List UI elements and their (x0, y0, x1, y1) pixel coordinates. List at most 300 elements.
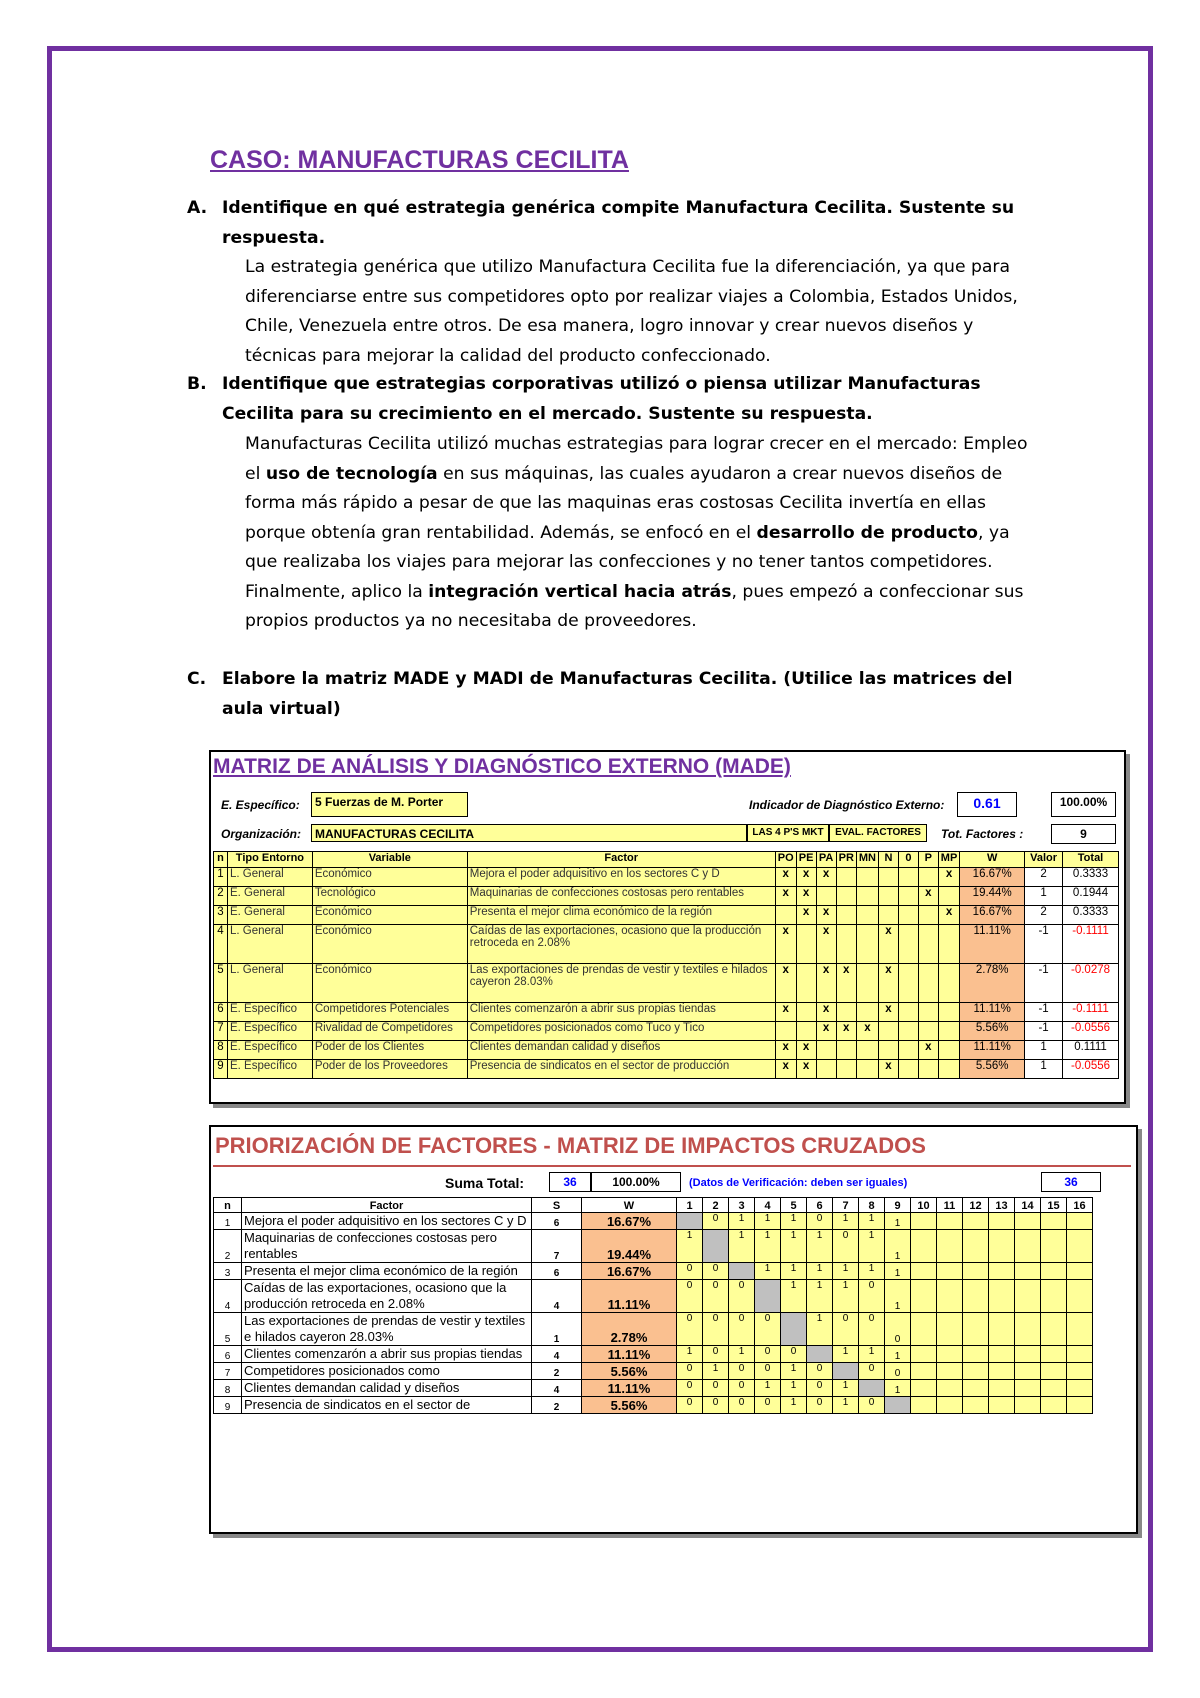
row-mark (879, 868, 899, 887)
madi-cell: 1 (859, 1263, 885, 1280)
madi-row-weight: 11.11% (582, 1380, 677, 1397)
madi-cell (1015, 1230, 1041, 1263)
madi-cell (911, 1397, 937, 1414)
row-mark: x (938, 868, 960, 887)
group-4ps: LAS 4 P'S MKT (747, 824, 829, 842)
madi-cell (989, 1313, 1015, 1346)
madi-cell: 1 (859, 1346, 885, 1363)
madi-cell (989, 1230, 1015, 1263)
madi-cell: 0 (755, 1363, 781, 1380)
madi-cell: 1 (859, 1230, 885, 1263)
made-header-cell: PO (775, 852, 796, 868)
madi-cell (911, 1263, 937, 1280)
row-mark (898, 925, 918, 964)
made-matrix (209, 750, 1126, 1104)
question-a (187, 194, 1037, 253)
made-header-cell: P (918, 852, 938, 868)
madi-cell (937, 1380, 963, 1397)
row-mark (796, 964, 816, 1003)
row-weight: 5.56% (960, 1022, 1025, 1041)
madi-col-header: 12 (963, 1198, 989, 1213)
madi-cell: 1 (781, 1380, 807, 1397)
madi-cell: 0 (859, 1397, 885, 1414)
row-mark (918, 925, 938, 964)
row-mark: x (796, 887, 816, 906)
madi-cell: 1 (755, 1263, 781, 1280)
madi-row-s: 2 (532, 1397, 582, 1414)
row-mark (856, 1003, 878, 1022)
madi-cell (1041, 1280, 1067, 1313)
made-header-cell: Variable (312, 852, 467, 868)
row-tipo: L. General (227, 964, 312, 1003)
madi-cell: 1 (781, 1213, 807, 1230)
made-header-cell: MN (856, 852, 878, 868)
madi-row-number: 4 (214, 1280, 242, 1313)
madi-header-cell: n (214, 1198, 242, 1213)
madi-row (214, 1346, 1093, 1363)
madi-row-weight: 19.44% (582, 1230, 677, 1263)
row-mark (938, 925, 960, 964)
madi-cell: 0 (859, 1313, 885, 1346)
row-mark: x (796, 1060, 816, 1079)
row-mark: x (775, 1041, 796, 1060)
madi-cell (1041, 1346, 1067, 1363)
madi-cell (989, 1397, 1015, 1414)
made-row (214, 887, 1119, 906)
madi-row-number: 6 (214, 1346, 242, 1363)
madi-row-s: 7 (532, 1230, 582, 1263)
madi-cell (963, 1380, 989, 1397)
row-mark: x (796, 1041, 816, 1060)
madi-cell: 0 (677, 1380, 703, 1397)
question-b-text: Identifique que estrategias corporativas utilizó o piensa utilizar Manufacturas Cecilita para su crecimiento en el mercado. Sustente su respuesta. (222, 374, 981, 424)
madi-cell: 0 (729, 1397, 755, 1414)
madi-header-cell: S (532, 1198, 582, 1213)
row-number: 1 (214, 868, 228, 887)
org-value: MANUFACTURAS CECILITA (311, 824, 747, 842)
madi-cell: 1 (885, 1346, 911, 1363)
madi-cell: 0 (677, 1397, 703, 1414)
madi-cell (1041, 1313, 1067, 1346)
madi-cell: 0 (729, 1313, 755, 1346)
suma-value: 36 (549, 1172, 591, 1192)
row-mark: x (879, 925, 899, 964)
madi-col-header: 10 (911, 1198, 937, 1213)
made-header-cell: PR (836, 852, 856, 868)
row-mark: x (918, 887, 938, 906)
made-row (214, 906, 1119, 925)
verif-text: (Datos de Verificación: deben ser iguales) (689, 1177, 908, 1189)
madi-cell: 1 (885, 1280, 911, 1313)
madi-cell: 1 (807, 1230, 833, 1263)
madi-cell: 1 (677, 1230, 703, 1263)
madi-header-row (214, 1198, 1093, 1213)
row-mark (879, 887, 899, 906)
madi-cell: 0 (703, 1280, 729, 1313)
madi-cell: 0 (703, 1380, 729, 1397)
madi-cell (963, 1230, 989, 1263)
madi-cell: 0 (703, 1346, 729, 1363)
madi-row-number: 2 (214, 1230, 242, 1263)
madi-row (214, 1380, 1093, 1397)
madi-cell (1015, 1397, 1041, 1414)
answer-b-part: en sus máquinas, las cuales ayudaron a crear nuevos diseños de forma más rápido a pesar de que las maquinas eras costosas Cecilita invertía en ellas porque obtenía gran rentabilidad. Además, se enfocó en el (245, 463, 1003, 543)
row-factor: Las exportaciones de prendas de vestir y textiles e hilados cayeron 28.03% (467, 964, 775, 1003)
madi-cell: 0 (807, 1363, 833, 1380)
row-mark (898, 1041, 918, 1060)
madi-cell (989, 1213, 1015, 1230)
row-mark (938, 1003, 960, 1022)
question-c-text: Elabore la matriz MADE y MADI de Manufacturas Cecilita. (Utilice las matrices del aula virtual) (222, 669, 1013, 719)
row-tipo: L. General (227, 925, 312, 964)
especifico-value: 5 Fuerzas de M. Porter (311, 792, 468, 817)
madi-row-number: 9 (214, 1397, 242, 1414)
madi-cell: 0 (781, 1346, 807, 1363)
madi-cell: 1 (729, 1230, 755, 1263)
madi-cell: 1 (703, 1363, 729, 1380)
madi-cell (911, 1313, 937, 1346)
row-total: 0.1944 (1063, 887, 1119, 906)
madi-row-factor: Presenta el mejor clima económico de la región (242, 1263, 532, 1280)
verif-value: 36 (1041, 1172, 1101, 1192)
row-mark: x (775, 1060, 796, 1079)
question-b-label: B. (187, 374, 207, 394)
madi-col-header: 6 (807, 1198, 833, 1213)
row-mark (856, 964, 878, 1003)
row-factor: Mejora el poder adquisitivo en los sectores C y D (467, 868, 775, 887)
madi-cell (963, 1213, 989, 1230)
made-table (213, 851, 1119, 1079)
row-mark: x (816, 906, 836, 925)
madi-cell: 1 (833, 1280, 859, 1313)
row-mark: x (816, 868, 836, 887)
madi-row-factor: Maquinarias de confecciones costosas pero rentables (242, 1230, 532, 1263)
row-tipo: E. Específico (227, 1003, 312, 1022)
row-mark (836, 1060, 856, 1079)
row-variable: Competidores Potenciales (312, 1003, 467, 1022)
made-header-row (214, 852, 1119, 868)
madi-cell (1015, 1346, 1041, 1363)
madi-row-weight: 2.78% (582, 1313, 677, 1346)
madi-cell (963, 1363, 989, 1380)
row-number: 6 (214, 1003, 228, 1022)
madi-cell: 1 (833, 1397, 859, 1414)
madi-row-factor: Caídas de las exportaciones, ocasiono que la producción retroceda en 2.08% (242, 1280, 532, 1313)
madi-row-s: 6 (532, 1263, 582, 1280)
madi-col-header: 3 (729, 1198, 755, 1213)
madi-col-header: 9 (885, 1198, 911, 1213)
madi-table (213, 1197, 1093, 1414)
made-row (214, 1041, 1119, 1060)
madi-row-number: 8 (214, 1380, 242, 1397)
madi-cell: 1 (833, 1346, 859, 1363)
row-valor: -1 (1025, 925, 1063, 964)
madi-row-s: 1 (532, 1313, 582, 1346)
madi-cell (963, 1346, 989, 1363)
row-mark: x (775, 887, 796, 906)
madi-col-header: 1 (677, 1198, 703, 1213)
row-mark (898, 1003, 918, 1022)
row-mark: x (879, 964, 899, 1003)
row-mark (898, 1022, 918, 1041)
row-variable: Económico (312, 906, 467, 925)
madi-header-cell: Factor (242, 1198, 532, 1213)
row-mark (938, 1022, 960, 1041)
row-mark (836, 868, 856, 887)
madi-cell (937, 1346, 963, 1363)
row-mark (836, 906, 856, 925)
madi-cell: 0 (677, 1313, 703, 1346)
row-number: 2 (214, 887, 228, 906)
madi-cell: 1 (729, 1213, 755, 1230)
row-mark (856, 925, 878, 964)
row-mark: x (796, 868, 816, 887)
madi-cell: 1 (781, 1263, 807, 1280)
madi-cell: 1 (781, 1230, 807, 1263)
madi-row-weight: 16.67% (582, 1263, 677, 1280)
madi-matrix (209, 1125, 1138, 1534)
group-eval: EVAL. FACTORES (829, 824, 927, 842)
madi-row-number: 3 (214, 1263, 242, 1280)
made-header-cell: 0 (898, 852, 918, 868)
madi-col-header: 11 (937, 1198, 963, 1213)
madi-row (214, 1363, 1093, 1380)
madi-row-weight: 5.56% (582, 1397, 677, 1414)
madi-row-number: 5 (214, 1313, 242, 1346)
indicador-value: 0.61 (957, 792, 1017, 817)
row-mark (918, 964, 938, 1003)
made-header-cell: MP (938, 852, 960, 868)
row-mark (898, 1060, 918, 1079)
row-tipo: E. Específico (227, 1060, 312, 1079)
madi-cell (703, 1230, 729, 1263)
row-number: 5 (214, 964, 228, 1003)
madi-row-factor: Mejora el poder adquisitivo en los sectores C y D (242, 1213, 532, 1230)
row-mark (918, 1003, 938, 1022)
madi-cell (937, 1263, 963, 1280)
row-total: -0.0278 (1063, 964, 1119, 1003)
row-number: 4 (214, 925, 228, 964)
row-valor: 2 (1025, 906, 1063, 925)
row-variable: Poder de los Clientes (312, 1041, 467, 1060)
madi-cell (1041, 1363, 1067, 1380)
row-mark (836, 887, 856, 906)
madi-cell (859, 1380, 885, 1397)
madi-cell: 1 (677, 1346, 703, 1363)
question-c (187, 665, 1037, 724)
row-valor: 1 (1025, 887, 1063, 906)
row-factor: Maquinarias de confecciones costosas pero rentables (467, 887, 775, 906)
madi-cell: 1 (885, 1380, 911, 1397)
madi-row-number: 1 (214, 1213, 242, 1230)
row-factor: Clientes demandan calidad y diseños (467, 1041, 775, 1060)
row-variable: Económico (312, 868, 467, 887)
row-mark (898, 868, 918, 887)
question-c-label: C. (187, 669, 207, 689)
madi-cell: 0 (729, 1380, 755, 1397)
madi-cell: 1 (807, 1313, 833, 1346)
madi-cell: 0 (677, 1363, 703, 1380)
suma-pct: 100.00% (591, 1172, 681, 1192)
madi-cell (937, 1397, 963, 1414)
madi-cell (1067, 1346, 1093, 1363)
madi-cell: 0 (885, 1363, 911, 1380)
row-mark (918, 1022, 938, 1041)
tot-factores-label: Tot. Factores : (941, 827, 1024, 841)
row-number: 8 (214, 1041, 228, 1060)
madi-title-underline (213, 1165, 1131, 1167)
madi-cell (1015, 1380, 1041, 1397)
suma-label: Suma Total: (445, 1175, 525, 1191)
row-valor: 1 (1025, 1041, 1063, 1060)
madi-cell (1015, 1363, 1041, 1380)
madi-cell: 0 (885, 1313, 911, 1346)
answer-b (245, 430, 1045, 637)
row-total: -0.1111 (1063, 1003, 1119, 1022)
row-factor: Caídas de las exportaciones, ocasiono que la producción retroceda en 2.08% (467, 925, 775, 964)
madi-row (214, 1280, 1093, 1313)
total-pct: 100.00% (1051, 792, 1116, 817)
row-mark (918, 1060, 938, 1079)
row-weight: 11.11% (960, 1003, 1025, 1022)
row-mark (918, 868, 938, 887)
madi-cell (911, 1280, 937, 1313)
answer-b-part: Manufacturas Cecilita utilizó muchas estrategias para lograr crecer en el mercado: Empleo el (245, 434, 1028, 484)
madi-col-header: 15 (1041, 1198, 1067, 1213)
row-mark (816, 1041, 836, 1060)
madi-cell (1041, 1213, 1067, 1230)
made-row (214, 925, 1119, 964)
row-mark (796, 1003, 816, 1022)
madi-cell: 1 (781, 1363, 807, 1380)
madi-cell (963, 1280, 989, 1313)
row-mark: x (816, 1003, 836, 1022)
madi-col-header: 4 (755, 1198, 781, 1213)
row-total: 0.3333 (1063, 906, 1119, 925)
madi-cell (937, 1280, 963, 1313)
madi-cell (1041, 1397, 1067, 1414)
madi-cell: 0 (833, 1313, 859, 1346)
madi-cell: 0 (703, 1397, 729, 1414)
row-variable: Económico (312, 925, 467, 964)
made-header-cell: PE (796, 852, 816, 868)
made-header-cell: W (960, 852, 1025, 868)
madi-row-s: 4 (532, 1346, 582, 1363)
madi-cell: 1 (755, 1230, 781, 1263)
indicador-label: Indicador de Diagnóstico Externo: (749, 798, 945, 812)
madi-cell: 0 (755, 1313, 781, 1346)
row-tipo: E. General (227, 906, 312, 925)
madi-header-cell: W (582, 1198, 677, 1213)
madi-cell: 0 (833, 1230, 859, 1263)
row-factor: Presencia de sindicatos en el sector de producción (467, 1060, 775, 1079)
madi-cell (1041, 1230, 1067, 1263)
madi-cell (911, 1213, 937, 1230)
row-number: 7 (214, 1022, 228, 1041)
madi-row-weight: 16.67% (582, 1213, 677, 1230)
row-tipo: E. Específico (227, 1022, 312, 1041)
madi-row-factor: Clientes demandan calidad y diseños (242, 1380, 532, 1397)
madi-cell (1067, 1313, 1093, 1346)
row-weight: 5.56% (960, 1060, 1025, 1079)
row-mark (775, 906, 796, 925)
row-valor: 1 (1025, 1060, 1063, 1079)
row-mark: x (775, 1003, 796, 1022)
madi-cell (885, 1397, 911, 1414)
madi-cell: 1 (781, 1280, 807, 1313)
row-mark (879, 906, 899, 925)
madi-row-s: 6 (532, 1213, 582, 1230)
madi-cell (1067, 1280, 1093, 1313)
row-total: -0.1111 (1063, 925, 1119, 964)
row-mark (879, 1041, 899, 1060)
madi-row-factor: Las exportaciones de prendas de vestir y textiles e hilados cayeron 28.03% (242, 1313, 532, 1346)
madi-cell: 0 (703, 1213, 729, 1230)
made-row (214, 868, 1119, 887)
made-row (214, 1060, 1119, 1079)
row-total: -0.0556 (1063, 1060, 1119, 1079)
madi-cell: 1 (755, 1380, 781, 1397)
madi-col-header: 2 (703, 1198, 729, 1213)
especifico-label: E. Específico: (221, 798, 300, 812)
row-mark (898, 964, 918, 1003)
madi-cell (1067, 1363, 1093, 1380)
question-a-text: Identifique en qué estrategia genérica compite Manufactura Cecilita. Sustente su respuesta. (222, 198, 1015, 248)
row-mark (938, 964, 960, 1003)
madi-cell: 0 (755, 1397, 781, 1414)
madi-col-header: 16 (1067, 1198, 1093, 1213)
madi-cell (781, 1313, 807, 1346)
answer-b-bold: desarrollo de producto (756, 522, 978, 543)
row-mark: x (816, 925, 836, 964)
row-total: 0.1111 (1063, 1041, 1119, 1060)
made-header-cell: Factor (467, 852, 775, 868)
madi-cell (1015, 1263, 1041, 1280)
madi-cell (1015, 1213, 1041, 1230)
madi-cell: 0 (755, 1346, 781, 1363)
madi-row-factor: Clientes comenzarón a abrir sus propias tiendas (242, 1346, 532, 1363)
madi-row-factor: Competidores posicionados como (242, 1363, 532, 1380)
madi-cell: 1 (833, 1263, 859, 1280)
madi-cell (755, 1280, 781, 1313)
row-weight: 19.44% (960, 887, 1025, 906)
row-mark: x (836, 964, 856, 1003)
row-mark: x (836, 1022, 856, 1041)
row-mark (918, 906, 938, 925)
madi-cell: 1 (885, 1213, 911, 1230)
madi-cell (1015, 1313, 1041, 1346)
madi-cell (937, 1213, 963, 1230)
row-mark: x (879, 1060, 899, 1079)
madi-cell (937, 1313, 963, 1346)
madi-cell: 0 (703, 1313, 729, 1346)
row-weight: 16.67% (960, 906, 1025, 925)
madi-cell (989, 1380, 1015, 1397)
madi-cell (1067, 1263, 1093, 1280)
row-mark (856, 887, 878, 906)
row-mark (836, 1003, 856, 1022)
madi-row-weight: 11.11% (582, 1280, 677, 1313)
row-mark (898, 887, 918, 906)
madi-col-header: 5 (781, 1198, 807, 1213)
madi-cell: 1 (807, 1280, 833, 1313)
madi-cell (989, 1263, 1015, 1280)
answer-b-bold: integración vertical hacia atrás (428, 581, 732, 602)
row-mark (856, 1041, 878, 1060)
row-mark: x (775, 868, 796, 887)
row-mark (775, 1022, 796, 1041)
row-mark (938, 887, 960, 906)
